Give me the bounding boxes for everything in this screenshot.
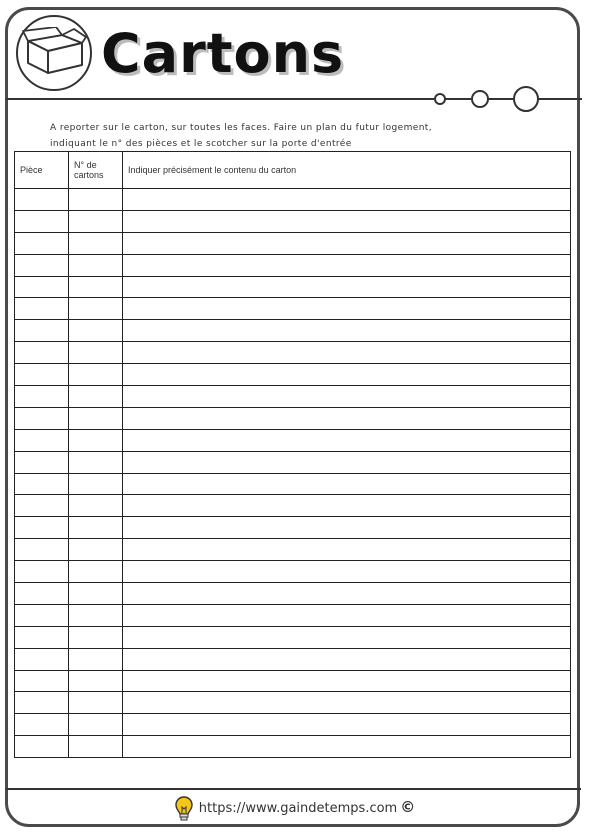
carton-number-cell[interactable]	[69, 561, 123, 583]
carton-number-cell[interactable]	[69, 210, 123, 232]
carton-number-cell[interactable]	[69, 670, 123, 692]
contents-cell[interactable]	[123, 714, 571, 736]
contents-cell[interactable]	[123, 429, 571, 451]
piece-cell[interactable]	[15, 517, 69, 539]
table-row	[15, 298, 571, 320]
contents-cell[interactable]	[123, 736, 571, 758]
table-row	[15, 320, 571, 342]
carton-number-cell[interactable]	[69, 386, 123, 408]
table-row	[15, 254, 571, 276]
carton-number-cell[interactable]	[69, 298, 123, 320]
contents-cell[interactable]	[123, 670, 571, 692]
table-row	[15, 626, 571, 648]
piece-cell[interactable]	[15, 495, 69, 517]
carton-number-cell[interactable]	[69, 583, 123, 605]
contents-cell[interactable]	[123, 539, 571, 561]
piece-cell[interactable]	[15, 692, 69, 714]
contents-cell[interactable]	[123, 561, 571, 583]
carton-number-cell[interactable]	[69, 276, 123, 298]
contents-cell[interactable]	[123, 364, 571, 386]
carton-number-cell[interactable]	[69, 539, 123, 561]
footer	[0, 794, 590, 822]
piece-cell[interactable]	[15, 583, 69, 605]
header-divider	[6, 98, 434, 100]
contents-cell[interactable]	[123, 451, 571, 473]
table-row	[15, 386, 571, 408]
table-row	[15, 342, 571, 364]
contents-cell[interactable]	[123, 626, 571, 648]
carton-number-cell[interactable]	[69, 495, 123, 517]
table-row	[15, 189, 571, 211]
contents-cell[interactable]	[123, 189, 571, 211]
instruction-text	[50, 120, 520, 152]
inventory-table	[14, 151, 571, 758]
piece-cell[interactable]	[15, 189, 69, 211]
table-row	[15, 364, 571, 386]
contents-cell[interactable]	[123, 298, 571, 320]
contents-cell[interactable]	[123, 342, 571, 364]
box-icon	[22, 27, 88, 77]
instruction-line-1: A reporter sur le carton, sur toutes les faces. Faire un plan du futur logement,	[50, 123, 432, 133]
table-row	[15, 495, 571, 517]
table-row	[15, 648, 571, 670]
copyright-symbol: ©	[400, 798, 416, 816]
logo-badge	[16, 15, 92, 91]
carton-number-cell[interactable]	[69, 736, 123, 758]
contents-cell[interactable]	[123, 276, 571, 298]
carton-number-cell[interactable]	[69, 604, 123, 626]
piece-cell[interactable]	[15, 407, 69, 429]
carton-number-cell[interactable]	[69, 714, 123, 736]
table-header-row	[15, 152, 571, 189]
carton-number-cell[interactable]	[69, 626, 123, 648]
carton-number-cell[interactable]	[69, 692, 123, 714]
page-title: Cartons	[101, 22, 345, 85]
contents-cell[interactable]	[123, 386, 571, 408]
table-row	[15, 561, 571, 583]
table-row	[15, 232, 571, 254]
carton-number-cell[interactable]	[69, 254, 123, 276]
piece-cell[interactable]	[15, 254, 69, 276]
table-row	[15, 429, 571, 451]
piece-cell[interactable]	[15, 561, 69, 583]
carton-number-cell[interactable]	[69, 320, 123, 342]
piece-cell[interactable]	[15, 210, 69, 232]
piece-cell[interactable]	[15, 320, 69, 342]
piece-cell[interactable]	[15, 429, 69, 451]
contents-cell[interactable]	[123, 320, 571, 342]
table-row	[15, 539, 571, 561]
website-link[interactable]: https://www.gaindetemps.com	[198, 801, 398, 816]
carton-number-cell[interactable]	[69, 232, 123, 254]
piece-cell[interactable]	[15, 342, 69, 364]
column-header-contents: Indiquer précisément le contenu du carton	[123, 152, 571, 189]
piece-cell[interactable]	[15, 473, 69, 495]
instruction-line-2: indiquant le n° des pièces et le scotcher sur la porte d'entrée	[50, 139, 352, 149]
contents-cell[interactable]	[123, 473, 571, 495]
contents-cell[interactable]	[123, 254, 571, 276]
column-header-carton-number: N° de cartons	[69, 152, 123, 189]
contents-cell[interactable]	[123, 648, 571, 670]
table-row	[15, 714, 571, 736]
contents-cell[interactable]	[123, 232, 571, 254]
carton-number-cell[interactable]	[69, 342, 123, 364]
carton-number-cell[interactable]	[69, 451, 123, 473]
contents-cell[interactable]	[123, 495, 571, 517]
piece-cell[interactable]	[15, 232, 69, 254]
table-row	[15, 583, 571, 605]
piece-cell[interactable]	[15, 298, 69, 320]
contents-cell[interactable]	[123, 583, 571, 605]
table-row	[15, 604, 571, 626]
carton-number-cell[interactable]	[69, 473, 123, 495]
carton-number-cell[interactable]	[69, 517, 123, 539]
piece-cell[interactable]	[15, 604, 69, 626]
carton-number-cell[interactable]	[69, 364, 123, 386]
carton-number-cell[interactable]	[69, 429, 123, 451]
table-row	[15, 407, 571, 429]
table-row	[15, 210, 571, 232]
piece-cell[interactable]	[15, 451, 69, 473]
table-row	[15, 670, 571, 692]
piece-cell[interactable]	[15, 626, 69, 648]
table-row	[15, 517, 571, 539]
carton-number-cell[interactable]	[69, 648, 123, 670]
table-row	[15, 451, 571, 473]
contents-cell[interactable]	[123, 604, 571, 626]
piece-cell[interactable]	[15, 364, 69, 386]
column-header-piece: Pièce	[15, 152, 69, 189]
table-row	[15, 692, 571, 714]
piece-cell[interactable]	[15, 714, 69, 736]
table-row	[15, 736, 571, 758]
table-row	[15, 276, 571, 298]
piece-cell[interactable]	[15, 736, 69, 758]
footer-divider	[6, 788, 581, 790]
contents-cell[interactable]	[123, 692, 571, 714]
piece-cell[interactable]	[15, 670, 69, 692]
carton-number-cell[interactable]	[69, 189, 123, 211]
piece-cell[interactable]	[15, 276, 69, 298]
contents-cell[interactable]	[123, 210, 571, 232]
contents-cell[interactable]	[123, 407, 571, 429]
contents-cell[interactable]	[123, 517, 571, 539]
lightbulb-icon	[175, 796, 193, 822]
header-decoration	[430, 84, 584, 114]
piece-cell[interactable]	[15, 539, 69, 561]
table-row	[15, 473, 571, 495]
piece-cell[interactable]	[15, 648, 69, 670]
carton-number-cell[interactable]	[69, 407, 123, 429]
piece-cell[interactable]	[15, 386, 69, 408]
